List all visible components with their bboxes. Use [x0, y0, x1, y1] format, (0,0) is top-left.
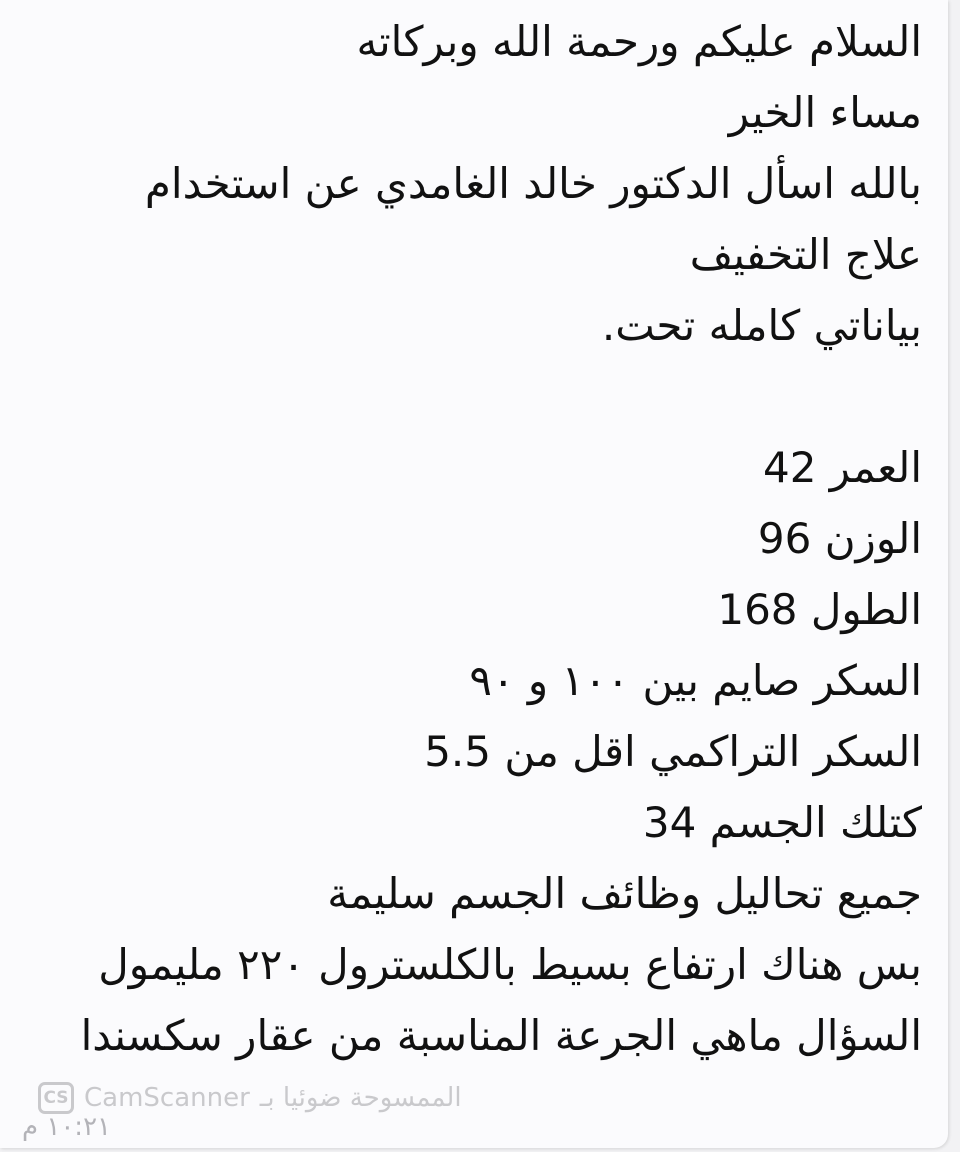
message-line: بياناتي كامله تحت.	[601, 301, 922, 350]
message-line: السؤال ماهي الجرعة المناسبة من عقار سكسندا	[80, 1011, 922, 1060]
message-line: جميع تحاليل وظائف الجسم سليمة	[327, 869, 922, 918]
message-line: مساء الخير	[728, 88, 922, 137]
message-text	[22, 6, 922, 1071]
watermark-brand: CamScanner	[84, 1083, 250, 1113]
watermark-text: الممسوحة ضوئيا بـ	[259, 1083, 462, 1113]
message-line: الطول 168	[717, 585, 922, 634]
message-line: السلام عليكم ورحمة الله وبركاته	[356, 17, 922, 66]
message-line: الوزن 96	[757, 514, 922, 563]
message-line: بالله اسأل الدكتور خالد الغامدي عن استخدام	[144, 159, 922, 208]
message-line-blank	[22, 361, 922, 432]
message-line: السكر التراكمي اقل من 5.5	[424, 727, 922, 776]
message-line: كتلك الجسم 34	[642, 798, 922, 847]
message-line: العمر 42	[763, 443, 922, 492]
message-timestamp: ١٠:٢١ م	[22, 1112, 111, 1142]
message-line: بس هناك ارتفاع بسيط بالكلسترول ٢٢٠ مليمول	[98, 940, 922, 989]
camscanner-logo-icon: CS	[38, 1082, 74, 1114]
message-line: علاج التخفيف	[689, 230, 922, 279]
message-line: السكر صايم بين ١٠٠ و ٩٠	[469, 656, 922, 705]
